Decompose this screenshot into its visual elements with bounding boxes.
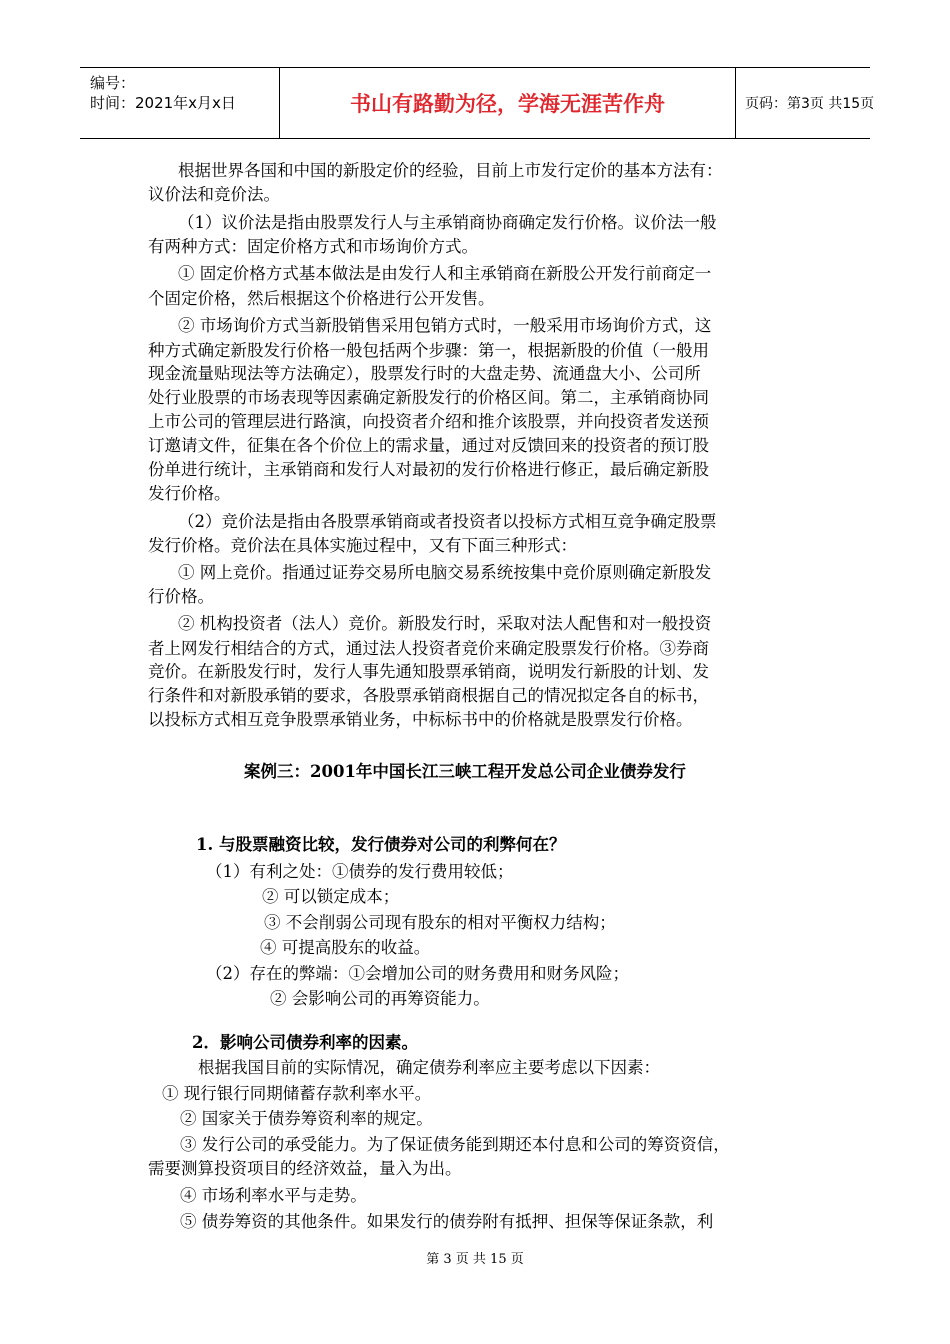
body-line: 个固定价格，然后根据这个价格进行公开发售。 [148, 289, 495, 308]
section-heading: 2．影响公司债券利率的因素。 [192, 1033, 418, 1052]
body-line: 处行业股票的市场表现等因素确定新股发行的价格区间。第二，主承销商协同 [148, 388, 709, 407]
body-line: 订邀请文件，征集在各个价位上的需求量，通过对反馈回来的投资者的预订股 [148, 436, 709, 455]
body-line: （2）存在的弊端：①会增加公司的财务费用和财务风险； [206, 964, 629, 983]
body-line: ③ 不会削弱公司现有股东的相对平衡权力结构； [264, 913, 616, 932]
body-line: ① 网上竞价。指通过证券交易所电脑交易系统按集中竞价原则确定新股发 [178, 563, 712, 582]
body-line: 者上网发行相结合的方式，通过法人投资者竞价来确定股票发行价格。③券商 [148, 639, 709, 658]
body-line: ⑤ 债券筹资的其他条件。如果发行的债券附有抵押、担保等保证条款，利 [180, 1212, 714, 1231]
body-line: 根据世界各国和中国的新股定价的经验，目前上市发行定价的基本方法有： [178, 161, 723, 180]
body-line: 现金流量贴现法等方法确定），股票发行时的大盘走势、流通盘大小、公司所 [148, 364, 701, 383]
header-motto: 书山有路勤为径，学海无涯苦作舟 [280, 68, 736, 138]
body-line: ② 机构投资者（法人）竞价。新股发行时，采取对法人配售和对一般投资 [178, 614, 712, 633]
page-header [80, 67, 875, 139]
body-line: ② 可以锁定成本； [262, 887, 400, 906]
body-line: ③ 发行公司的承受能力。为了保证债务能到期还本付息和公司的筹资资信， [180, 1135, 730, 1154]
body-line: 议价法和竞价法。 [148, 185, 280, 204]
body-line: 需要测算投资项目的经济效益，量入为出。 [148, 1159, 462, 1178]
body-line: 有两种方式：固定价格方式和市场询价方式。 [148, 237, 478, 256]
section-heading: 1. 与股票融资比较，发行债券对公司的利弊何在？ [196, 835, 566, 854]
body-line: 行价格。 [148, 587, 214, 606]
header-page-info: 页码：第3页 共15页 [745, 96, 875, 112]
body-line: ① 固定价格方式基本做法是由发行人和主承销商在新股公开发行前商定一 [178, 264, 712, 283]
body-line: 上市公司的管理层进行路演，向投资者介绍和推介该股票，并向投资者发送预 [148, 412, 709, 431]
body-line: 发行价格。竞价法在具体实施过程中，又有下面三种形式： [148, 536, 577, 555]
body-line: ④ 可提高股东的收益。 [260, 938, 431, 957]
header-meta [80, 68, 280, 138]
body-line: （1）有利之处：①债券的发行费用较低； [206, 862, 514, 881]
body-line: ② 市场询价方式当新股销售采用包销方式时，一般采用市场询价方式，这 [178, 316, 712, 335]
body-line: 种方式确定新股发行价格一般包括两个步骤：第一，根据新股的价值（一般用 [148, 341, 709, 360]
page-footer: 第 3 页 共 15 页 [426, 1252, 524, 1267]
body-line: 以投标方式相互竞争股票承销业务，中标标书中的价格就是股票发行价格。 [148, 710, 693, 729]
document-time-label: 时间：2021年x月x日 [90, 94, 236, 112]
body-line: ② 会影响公司的再筹资能力。 [270, 989, 490, 1008]
body-line: ④ 市场利率水平与走势。 [180, 1186, 367, 1205]
body-line: （2）竞价法是指由各股票承销商或者投资者以投标方式相互竞争确定股票 [178, 512, 717, 531]
body-line: ① 现行银行同期储蓄存款利率水平。 [162, 1084, 432, 1103]
body-line: 根据我国目前的实际情况，确定债券利率应主要考虑以下因素： [198, 1058, 660, 1077]
body-line: 行条件和对新股承销的要求，各股票承销商根据自己的情况拟定各自的标书， [148, 686, 709, 705]
body-line: 竞价。在新股发行时，发行人事先通知股票承销商，说明发行新股的计划、发 [148, 662, 709, 681]
body-line: （1）议价法是指由股票发行人与主承销商协商确定发行价格。议价法一般 [178, 213, 717, 232]
case-title: 案例三：2001年中国长江三峡工程开发总公司企业债券发行 [244, 762, 686, 781]
body-line: 份单进行统计，主承销商和发行人对最初的发行价格进行修正，最后确定新股 [148, 460, 709, 479]
body-line: ② 国家关于债券筹资利率的规定。 [180, 1109, 433, 1128]
document-number-label: 编号： [90, 74, 136, 92]
body-line: 发行价格。 [148, 484, 231, 503]
